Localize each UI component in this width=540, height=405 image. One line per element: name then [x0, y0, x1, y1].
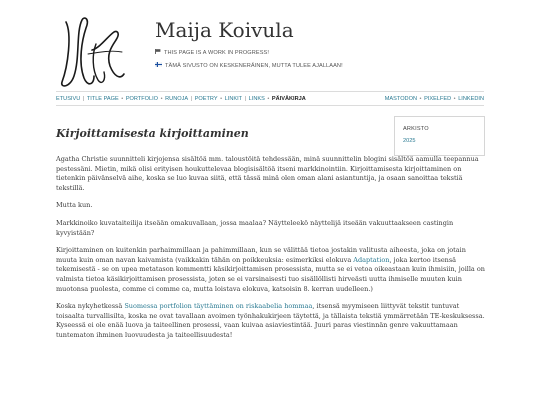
adaptation-link[interactable]: Adaptation	[353, 255, 390, 264]
paragraph-text: Koska nykyhetkessä	[56, 302, 125, 311]
nav-item-etusivu[interactable]: ETUSIVU	[56, 96, 81, 102]
nav-item-title-page[interactable]: TITLE PAGE	[86, 96, 119, 102]
post-content	[56, 155, 488, 349]
paragraph-text: Kirjoittaminen on kuitenkin parhaimmillaan ja pahimmillaan, kun se välittää tietoa jostakin valitusta aiheesta, joka on jotain muuta kuin oman navan kaivamista (vaikkakin tähän on poikkeuksia: esimerkiksi elokuva	[56, 246, 466, 264]
paragraph-text: , joka kertoo itsensä tekemisestä - se on upea metatason kommentti käsikirjoittamisen prosessista, mutta se ei vetoa oikeastaan kuin ihmisiin, joilla on valmista tietoa käsikirjoittamisen prosessista, joten se ei varsinaisesti tuo sisällöllisti hirveästi uutta ihmiselle muuten kuin muotonsa puolesta, comme ci comme ca, mutta loistava elokuva, katsoisin 8. kerran uudelleen.)	[56, 255, 485, 293]
archive-widget	[394, 116, 485, 156]
portfolio-article-link[interactable]: Suomessa portfolion täyttäminen on riskaabelia hommaa	[124, 302, 313, 311]
post-paragraph	[56, 302, 488, 340]
finnish-flag-icon	[155, 62, 162, 69]
notice-en-text: THIS PAGE IS A WORK IN PROGRESS!	[164, 50, 270, 56]
post-title: Kirjoittamisesta kirjoittaminen	[56, 127, 249, 140]
nav-item-paivakirja[interactable]: PÄIVÄKIRJA	[271, 96, 306, 102]
post-paragraph: Markkinoiko kuvataiteilija itseään omakuvallaan, jossa maalaa? Näytteleekö näyttelijä itseään vakuuttaakseen castingin kyvyistään?	[56, 218, 454, 237]
nav-separator: •	[218, 96, 224, 102]
nav-separator: |	[189, 96, 194, 102]
archive-year-link[interactable]: 2025	[403, 138, 416, 144]
notice-fi-text: TÄMÄ SIVUSTO ON KESKENERÄINEN, MUTTA TULEE AJALLAAN!	[165, 63, 343, 69]
site-title[interactable]: Maija Koivula	[155, 18, 294, 42]
nav-item-links[interactable]: LINKS	[248, 96, 265, 102]
post-paragraph	[56, 246, 488, 294]
paragraph-text: , itsensä myymiseen liittyvät tekstit tuntuvat toisaalta turvallisilta, koska ne ovat tavallaan avoimen työnhakukirjeen täytettä, ja tällaista tekstiä ymmärretään TE-keskuksessa. Kyseessä ei ole enää luova ja taiteellinen prosessi, vaan kuivaa asiaviestintää. Juuri paras viestinnän genre vakuuttamaan tuntematon ihminen luovuudesta ja taiteellisuudesta!	[56, 302, 485, 339]
nav-separator: •	[159, 96, 165, 102]
nav-left	[56, 96, 306, 102]
archive-heading: ARKISTO	[403, 126, 429, 132]
nav-separator: •	[265, 96, 271, 102]
nav-item-linkedin[interactable]: LINKEDIN	[458, 96, 484, 102]
nav-item-pixelfed[interactable]: PIXELFED	[424, 96, 452, 102]
nav-separator: |	[243, 96, 248, 102]
work-in-progress-notice	[155, 49, 269, 56]
flag-icon	[155, 49, 161, 56]
nav-separator: •	[119, 96, 125, 102]
nav-separator: •	[417, 96, 424, 102]
nav-item-poetry[interactable]: POETRY	[194, 96, 218, 102]
post-paragraph: Agatha Christie suunnitteli kirjojensa sisältöä mm. taloustöitä tehdessään, minä suunnittelin blogini sisältöä aamulla teepannua pestessäni. Mietin, mikä olisi erityisen houkuttelevaa blogisisältöä itseni markkinointiin. Kirjoittamisesta kirjoittaminen on tietenkin päivänselvä aihe, koska se luo kuvaa siitä, että tässä minä olen oman alani asiantuntija, ja osaan sanoittaa tekstiä tekstillä.	[56, 155, 479, 192]
main-navigation	[56, 91, 484, 106]
nav-item-runoja[interactable]: RUNOJA	[165, 96, 189, 102]
post-paragraph: Mutta kun.	[56, 201, 93, 210]
nav-item-portfolio[interactable]: PORTFOLIO	[125, 96, 159, 102]
nav-separator: •	[452, 96, 458, 102]
keskenerainen-notice	[155, 62, 343, 69]
site-logo[interactable]	[56, 14, 128, 90]
nav-right	[385, 96, 484, 102]
nav-item-mastodon[interactable]: MASTODON	[384, 96, 417, 102]
nav-separator: |	[81, 96, 86, 102]
nav-item-linkit[interactable]: LINKIT	[224, 96, 243, 102]
